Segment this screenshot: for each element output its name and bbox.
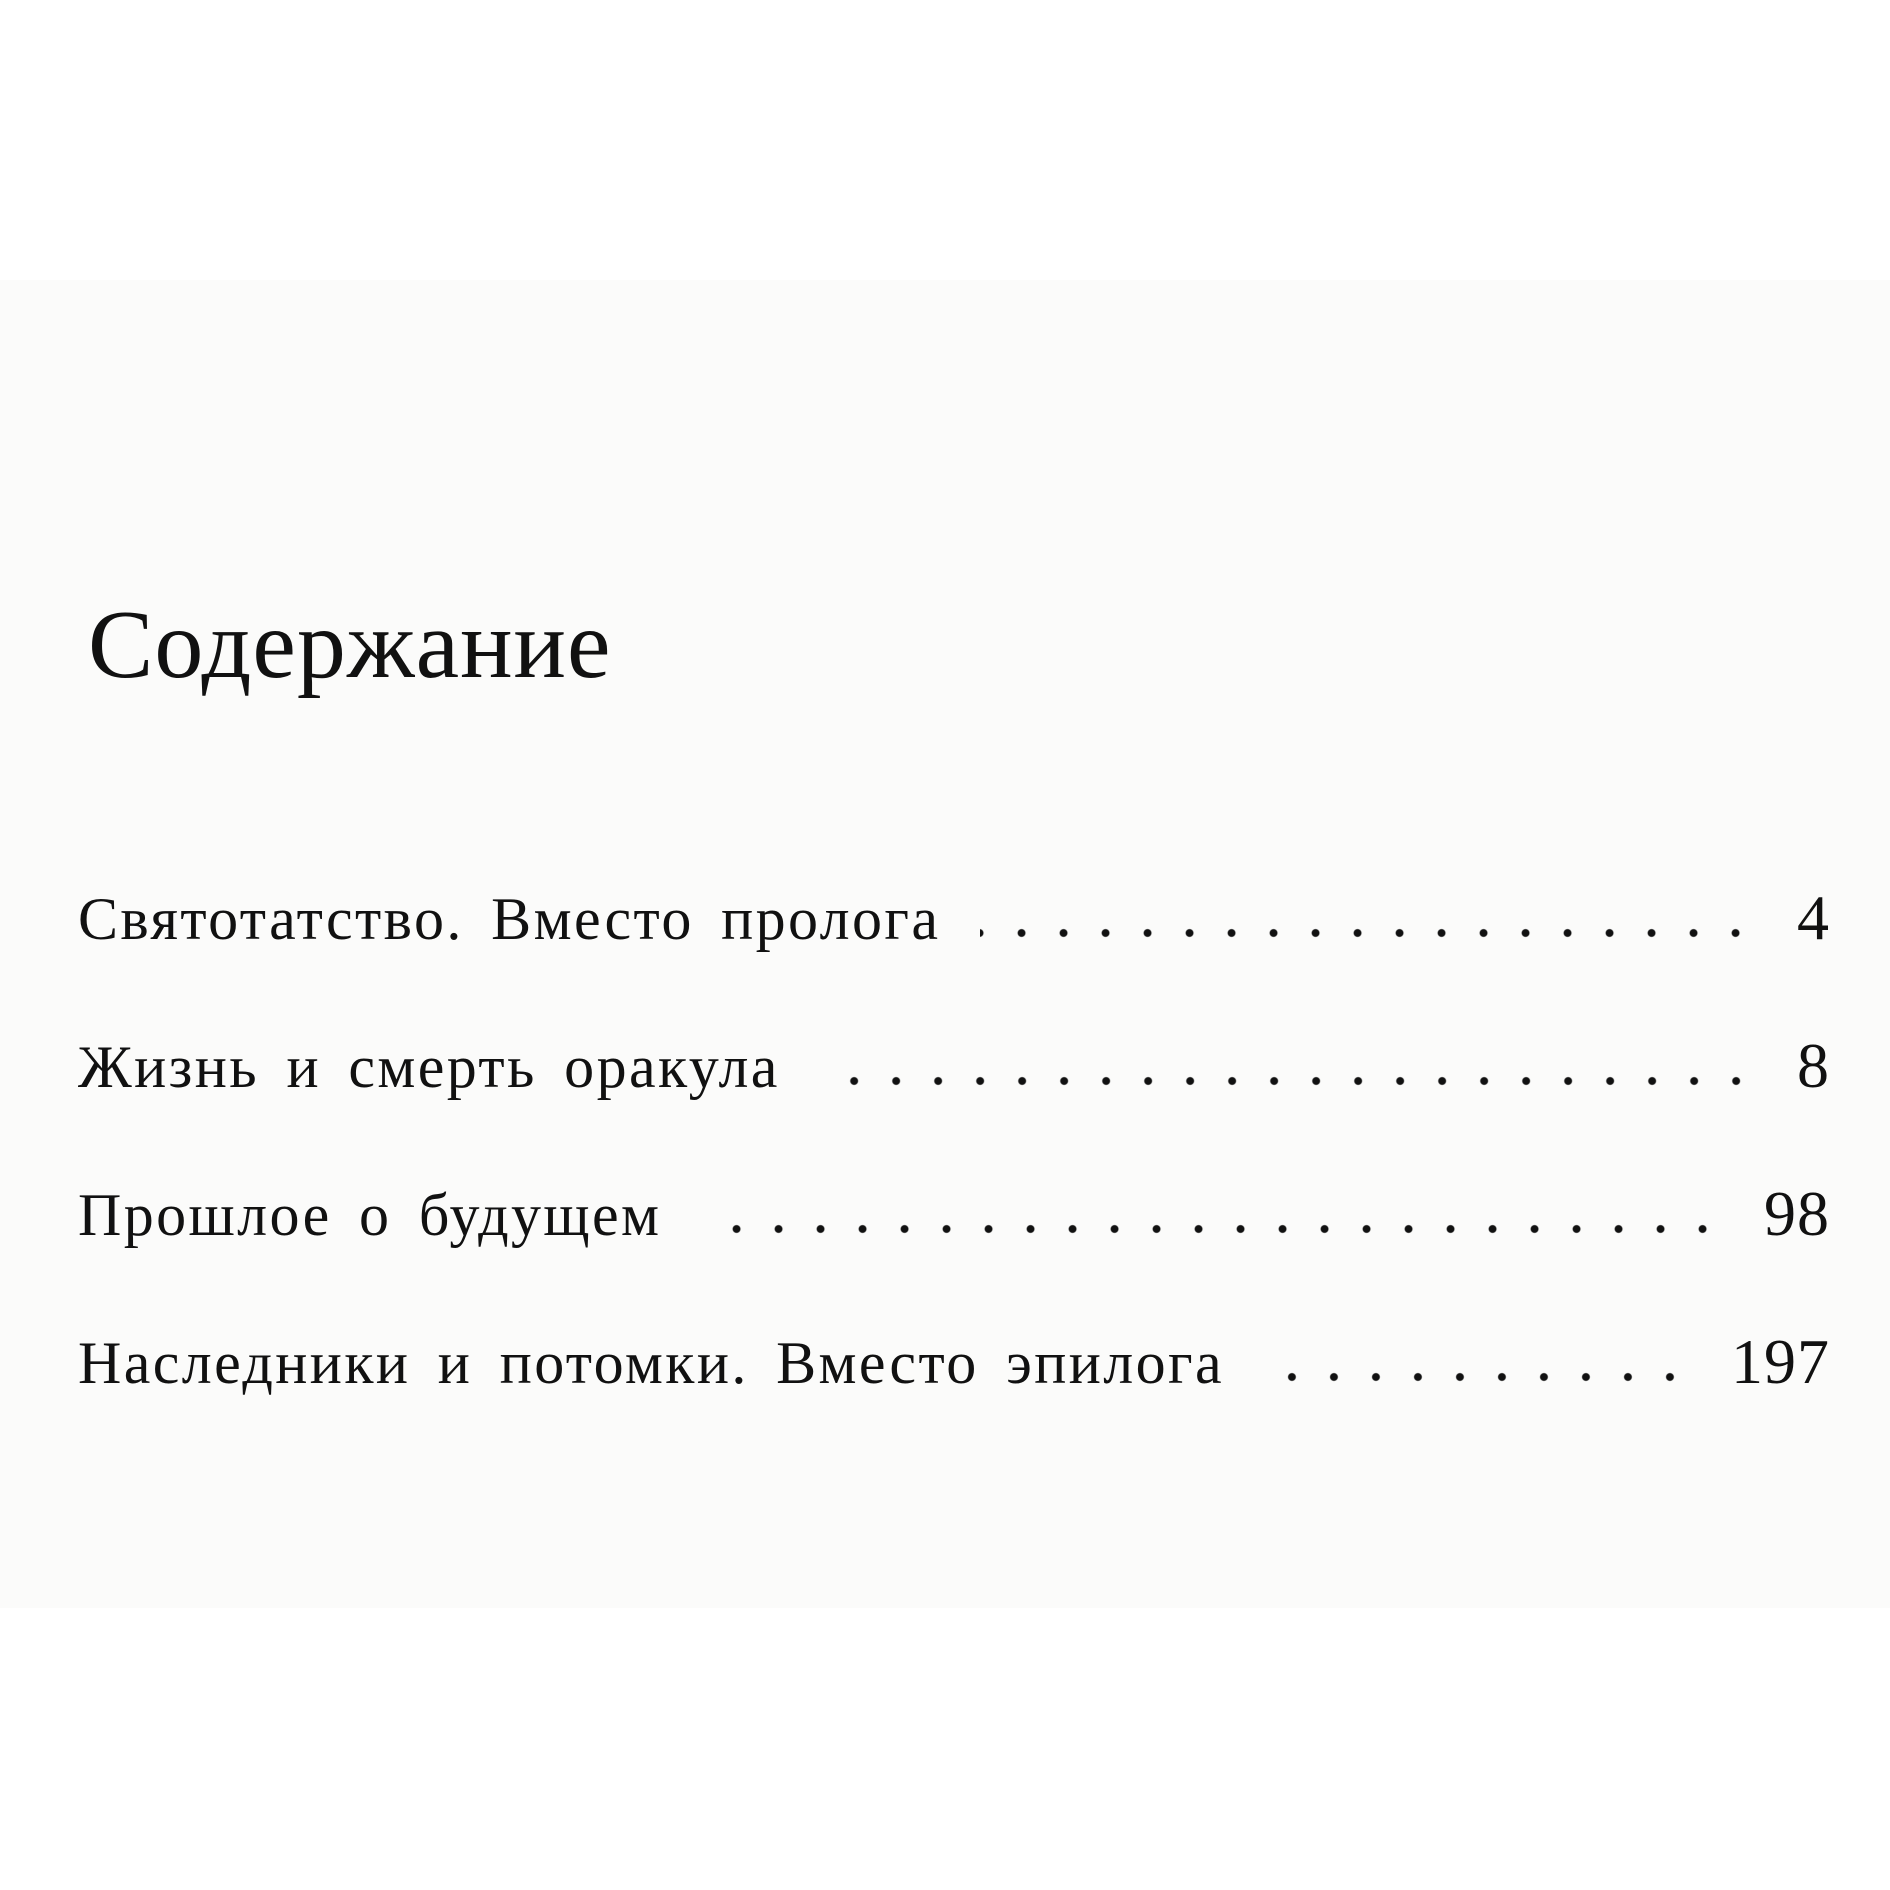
dot-leader: [980, 906, 1757, 939]
toc-entry-page-number: 197: [1731, 1326, 1830, 1397]
toc-entry-title: Жизнь и смерть оракула: [78, 1034, 780, 1100]
toc-entry-title: Прошлое о будущем: [78, 1182, 662, 1248]
dot-leader: [701, 1202, 1724, 1235]
toc-entry: [78, 868, 1830, 968]
toc-entry-title: Наследники и потомки. Вместо эпилога: [78, 1330, 1225, 1396]
toc-entry-page-number: 8: [1797, 1030, 1830, 1101]
toc-entry: [78, 1016, 1830, 1116]
dot-leader: [1264, 1350, 1691, 1383]
toc-entry-title: Святотатство. Вместо пролога: [78, 886, 941, 952]
toc-entry: [78, 1164, 1830, 1264]
toc-entry-page-number: 98: [1764, 1178, 1830, 1249]
contents-heading: Содержание: [88, 591, 612, 699]
toc-entry: [78, 1312, 1830, 1412]
toc-entry-page-number: 4: [1797, 882, 1830, 953]
table-of-contents: [78, 868, 1830, 1460]
dot-leader: [820, 1054, 1757, 1087]
